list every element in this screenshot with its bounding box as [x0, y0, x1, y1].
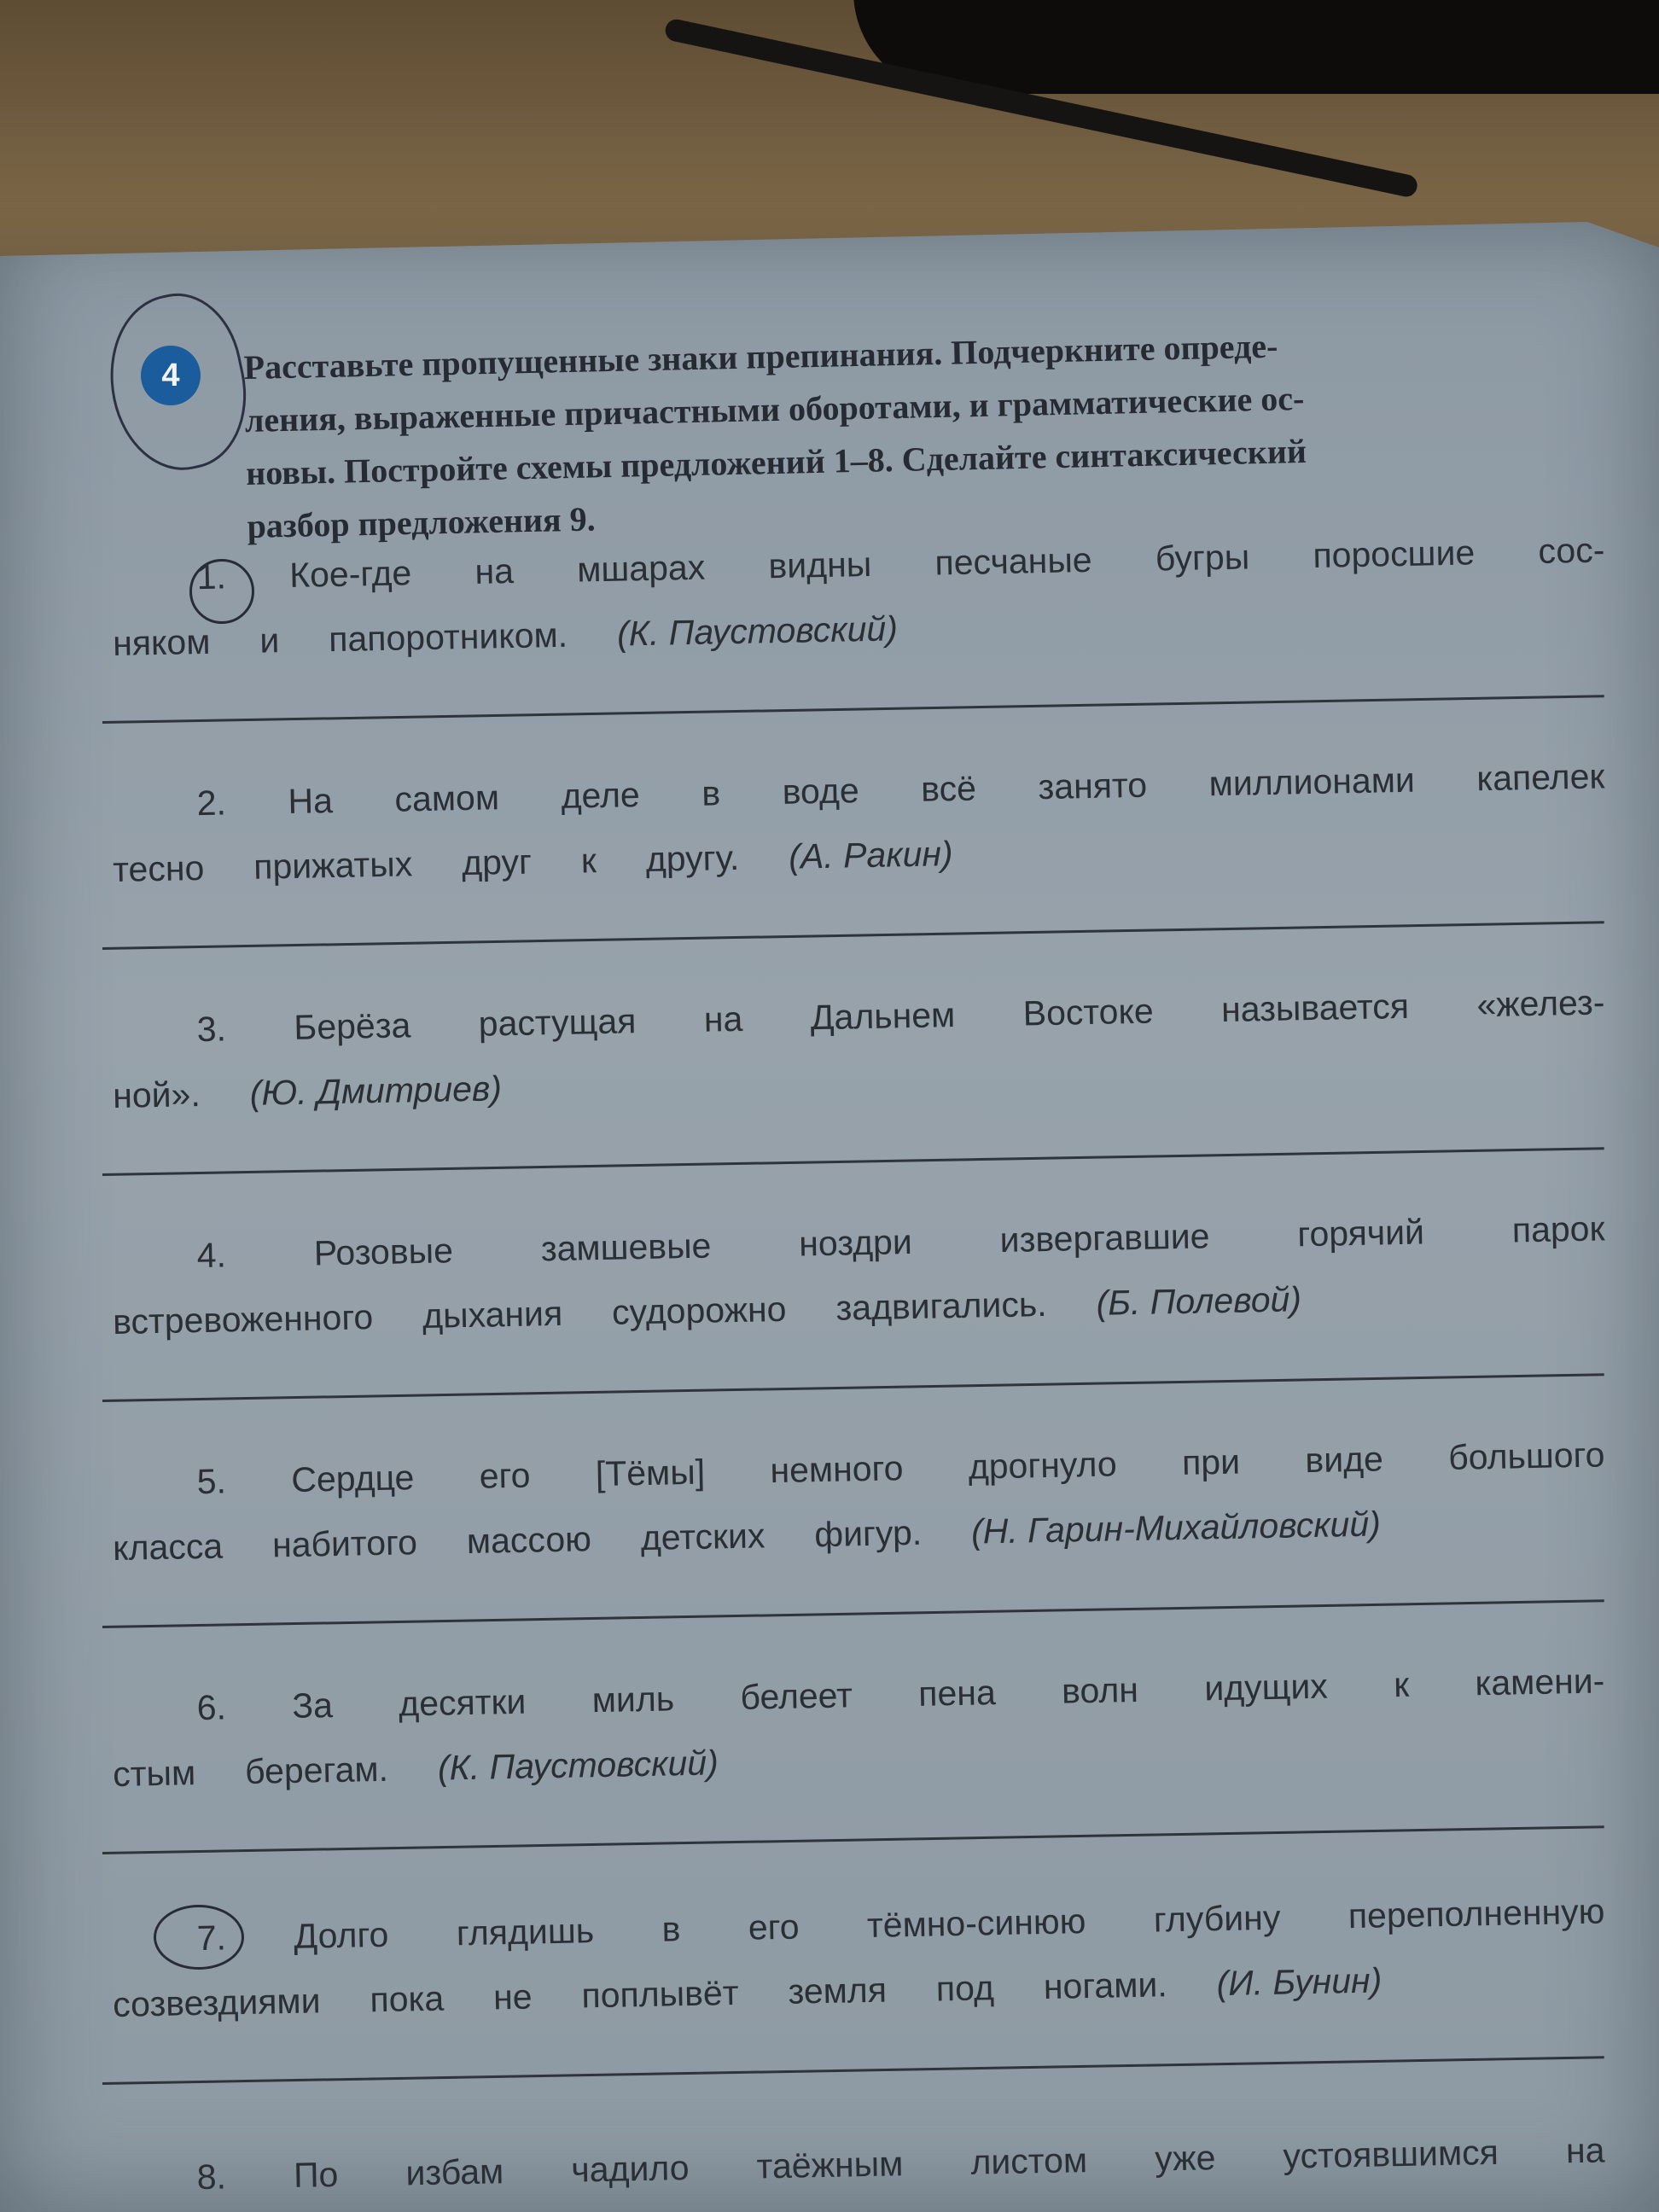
word: большого — [1447, 1435, 1605, 1477]
instruction-line: Расставьте пропущенные знаки препинания. Подчеркните опреде- — [243, 326, 1278, 387]
word: самом — [394, 777, 500, 819]
word: миль — [591, 1679, 675, 1720]
word: при — [1181, 1441, 1241, 1482]
word: его — [748, 1906, 800, 1947]
sentence-number: 3. — [196, 1009, 227, 1050]
word: За — [291, 1685, 334, 1726]
word: стым — [112, 1753, 196, 1794]
sentence-number: 4. — [196, 1235, 227, 1276]
word: воде — [782, 771, 860, 812]
word: парок — [1511, 1208, 1605, 1250]
word: друг — [461, 841, 533, 883]
word: к — [1393, 1664, 1410, 1705]
word: листом — [969, 2140, 1088, 2182]
word: занято — [1038, 765, 1148, 807]
word: в — [701, 773, 721, 813]
task-number-badge: 4 — [141, 346, 201, 405]
word: Розовые — [313, 1231, 454, 1273]
word: Долго — [293, 1914, 389, 1956]
word: «желез- — [1476, 982, 1605, 1025]
word: идущих — [1203, 1666, 1329, 1708]
word: называется — [1220, 986, 1410, 1030]
sentence-number: 8. — [196, 2157, 227, 2197]
sentence-author: (Н. Гарин-Михайловский) — [970, 1504, 1382, 1551]
word: не — [492, 1976, 533, 2017]
word: другу. — [645, 837, 740, 879]
word: мшарах — [576, 547, 706, 590]
word: бугры — [1155, 537, 1250, 579]
word: набитого — [271, 1522, 418, 1565]
word: замшевые — [540, 1225, 712, 1269]
word: поплывёт — [581, 1972, 739, 2016]
word: на — [1565, 2130, 1605, 2171]
word: капелек — [1476, 756, 1605, 799]
word: ной». — [112, 1074, 201, 1115]
task-instruction — [243, 313, 1579, 553]
word: Востоке — [1022, 991, 1155, 1033]
word: немного — [770, 1448, 904, 1491]
word: созвездиями — [112, 1981, 321, 2024]
word: Кое-где — [288, 553, 412, 595]
word: уже — [1154, 2138, 1216, 2179]
word: под — [935, 1968, 995, 2009]
instruction-line: новы. Постройте схемы предложений 1–8. Сделайте синтаксический — [245, 431, 1307, 492]
word: Сердце — [290, 1458, 415, 1499]
word: деле — [561, 775, 641, 816]
word: горячий — [1296, 1212, 1425, 1254]
word: пена — [917, 1673, 997, 1714]
word: [Тёмы] — [595, 1452, 706, 1494]
word: сос- — [1537, 530, 1605, 571]
word: волн — [1061, 1669, 1139, 1711]
word: судорожно — [611, 1289, 787, 1332]
instruction-line: ления, выраженные причастными оборотами, и грамматические ос- — [244, 378, 1305, 439]
sentence-author: (А. Ракин) — [788, 834, 954, 876]
word: видны — [768, 544, 872, 586]
word: детских — [640, 1516, 765, 1558]
word: встревоженного — [112, 1297, 374, 1342]
word: в — [661, 1909, 681, 1949]
word: тёмно-синюю — [866, 1901, 1086, 1945]
word: берегам. — [244, 1749, 389, 1792]
word: избам — [405, 2151, 504, 2193]
word: его — [479, 1455, 531, 1496]
word: извергавшие — [999, 1216, 1210, 1260]
word: растущая — [478, 1001, 637, 1044]
word: прижатых — [253, 844, 413, 887]
sentence-author: (Б. Полевой) — [1096, 1279, 1302, 1323]
word: на — [703, 998, 743, 1039]
instruction-line: разбор предложения 9. — [247, 499, 597, 545]
word: папоротником. — [328, 614, 568, 660]
word: По — [293, 2154, 339, 2195]
word: переполненную — [1348, 1891, 1605, 1936]
word: глубину — [1153, 1897, 1281, 1940]
word: белеет — [740, 1675, 853, 1717]
word: дыхания — [422, 1293, 563, 1336]
word: глядишь — [456, 1911, 595, 1953]
word: и — [259, 620, 280, 661]
word: к — [580, 841, 597, 881]
sentence-author: (Ю. Дмитриев) — [249, 1068, 503, 1113]
black-cable — [853, 0, 1659, 94]
word: ноздри — [798, 1221, 913, 1264]
word: На — [288, 781, 334, 822]
word: пока — [370, 1978, 445, 2020]
word: задвигались. — [835, 1284, 1048, 1328]
word: класса — [112, 1526, 224, 1568]
word: Берёза — [293, 1005, 411, 1047]
word: песчаные — [934, 539, 1093, 583]
sentence-number: 5. — [196, 1461, 227, 1502]
word: миллионами — [1208, 760, 1416, 804]
sentence-number: 1. — [196, 556, 227, 597]
word: Дальнем — [810, 995, 956, 1038]
word: массою — [466, 1519, 592, 1562]
word: камени- — [1475, 1661, 1605, 1703]
word: десятки — [398, 1681, 527, 1724]
word: поросшие — [1313, 533, 1476, 575]
sentence-author: (И. Бунин) — [1216, 1960, 1382, 2004]
word: таёжным — [756, 2144, 904, 2186]
word: фигур. — [813, 1512, 923, 1555]
sentence-number: 7. — [196, 1918, 227, 1959]
word: земля — [788, 1970, 888, 2011]
pen-circle-mark — [154, 1905, 244, 1970]
word: дрогнуло — [968, 1444, 1118, 1487]
sentence-author: (К. Паустовский) — [437, 1743, 719, 1788]
word: всё — [920, 768, 977, 809]
sentence-number: 6. — [196, 1687, 227, 1728]
word: ногами. — [1043, 1965, 1168, 2007]
word: на — [474, 550, 515, 591]
word: чадило — [570, 2148, 690, 2190]
word: виде — [1304, 1439, 1384, 1481]
pen-circle-mark — [189, 559, 254, 624]
sentence-author: (К. Паустовский) — [616, 608, 899, 654]
word: устоявшимся — [1283, 2132, 1499, 2176]
sentence-number: 2. — [196, 783, 227, 824]
word: няком — [112, 621, 211, 663]
word: тесно — [112, 847, 205, 889]
